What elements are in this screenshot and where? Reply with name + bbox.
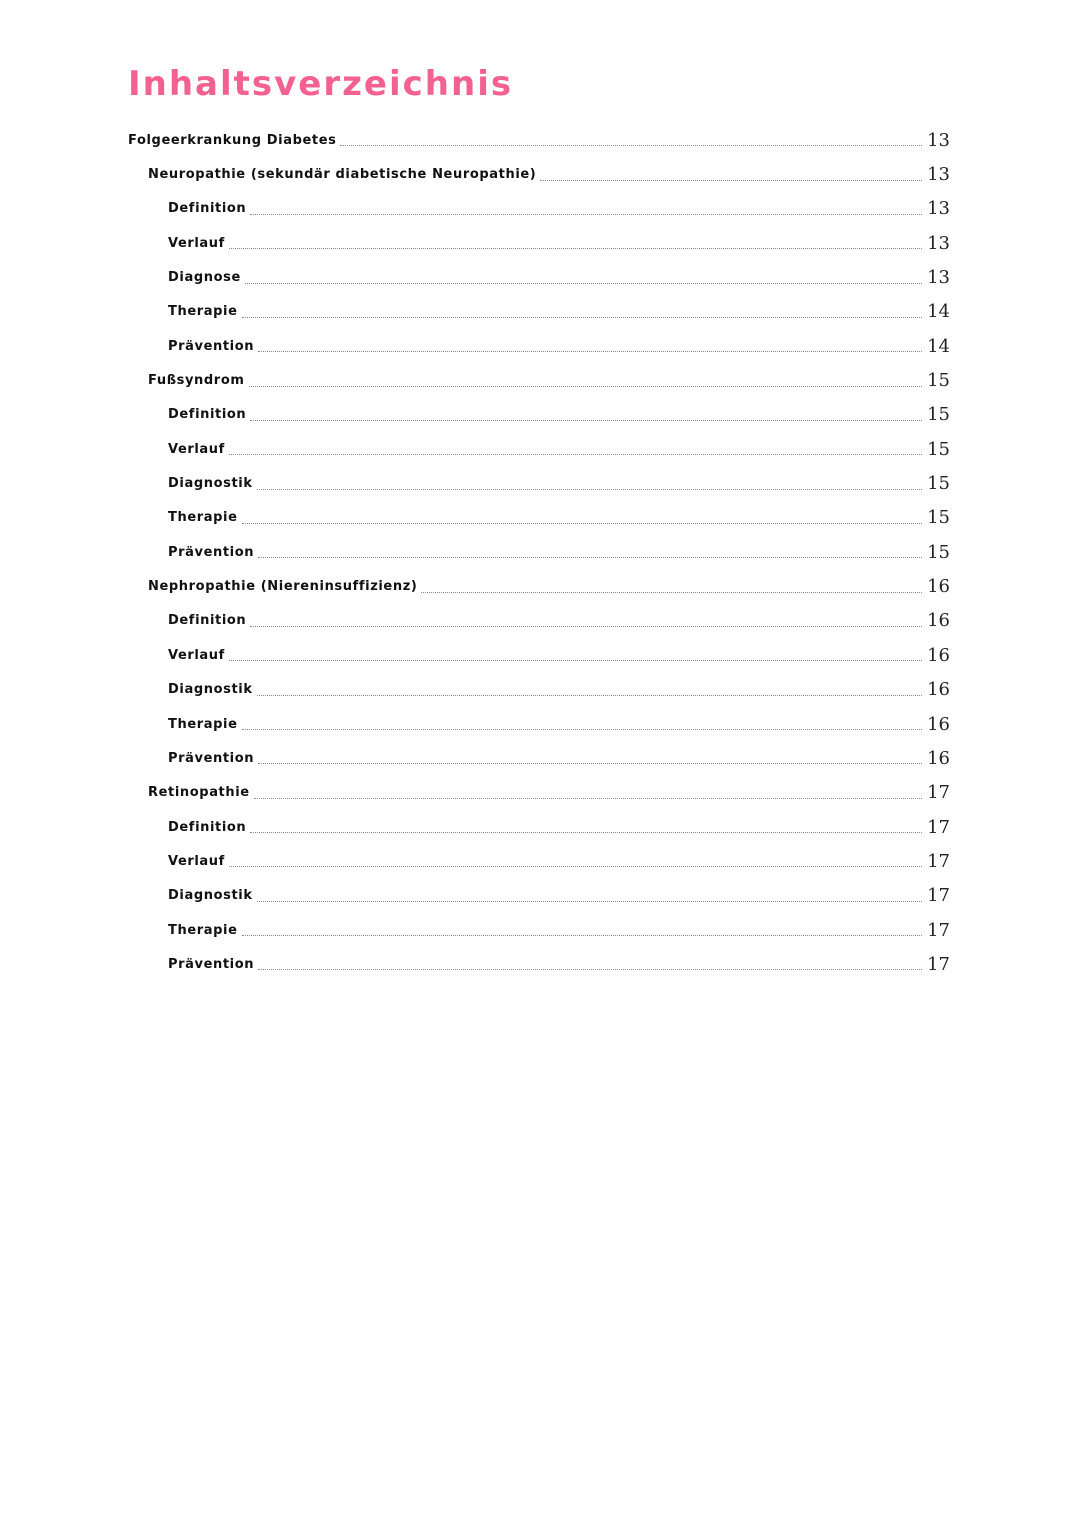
toc-page-number: 16 [927, 713, 950, 735]
toc-page-number: 15 [927, 404, 950, 426]
toc-entry[interactable] [0, 673, 1080, 707]
toc-page-number: 17 [927, 953, 950, 975]
dot-leader [257, 900, 922, 902]
toc-page-number: 15 [927, 473, 950, 495]
toc-entry-label: Definition [168, 201, 247, 217]
toc-entry[interactable] [0, 947, 1080, 981]
toc-entry-label: Diagnostik [168, 682, 253, 698]
toc-entry[interactable] [0, 157, 1080, 191]
toc-entry-label: Definition [168, 407, 247, 423]
dot-leader [421, 591, 922, 593]
dot-leader [250, 625, 922, 627]
toc-entry[interactable] [0, 879, 1080, 913]
toc-page-number: 16 [927, 576, 950, 598]
toc-page-number: 13 [927, 267, 950, 289]
toc-entry-label: Therapie [168, 716, 238, 732]
toc-entry-label: Diagnostik [168, 888, 253, 904]
toc-entry[interactable] [0, 398, 1080, 432]
toc-entry[interactable] [0, 466, 1080, 500]
toc-page-number: 16 [927, 610, 950, 632]
toc-page-number: 15 [927, 507, 950, 529]
dot-leader [340, 144, 922, 146]
toc-entry-label: Prävention [168, 544, 255, 560]
toc-entry-label: Definition [168, 819, 247, 835]
toc-entry[interactable] [0, 329, 1080, 363]
toc-page-number: 17 [927, 816, 950, 838]
toc-page-number: 16 [927, 747, 950, 769]
toc-entry[interactable] [0, 535, 1080, 569]
toc-page-number: 16 [927, 644, 950, 666]
toc-page-number: 17 [927, 782, 950, 804]
dot-leader [250, 213, 922, 215]
toc-entry[interactable] [0, 604, 1080, 638]
toc-page-number: 13 [927, 129, 950, 151]
toc-entry-label: Therapie [168, 922, 238, 938]
table-of-contents [0, 123, 1080, 982]
toc-entry[interactable] [0, 707, 1080, 741]
toc-page-number: 17 [927, 850, 950, 872]
toc-entry-label: Prävention [168, 750, 255, 766]
toc-page-number: 17 [927, 919, 950, 941]
toc-page-number: 14 [927, 301, 950, 323]
toc-page-number: 14 [927, 335, 950, 357]
dot-leader [257, 488, 922, 490]
dot-leader [540, 179, 922, 181]
toc-entry[interactable] [0, 569, 1080, 603]
toc-entry-label: Definition [168, 613, 247, 629]
page-title: Inhaltsverzeichnis [128, 64, 514, 104]
toc-entry-label: Verlauf [168, 853, 225, 869]
dot-leader [249, 385, 923, 387]
dot-leader [250, 831, 922, 833]
toc-entry[interactable] [0, 432, 1080, 466]
toc-entry[interactable] [0, 363, 1080, 397]
dot-leader [258, 556, 922, 558]
dot-leader [242, 316, 922, 318]
dot-leader [250, 419, 922, 421]
toc-entry-label: Fußsyndrom [148, 373, 245, 389]
toc-page-number: 15 [927, 541, 950, 563]
toc-entry[interactable] [0, 260, 1080, 294]
dot-leader [258, 350, 922, 352]
toc-entry-label: Prävention [168, 956, 255, 972]
toc-page-number: 15 [927, 438, 950, 460]
toc-entry[interactable] [0, 192, 1080, 226]
toc-entry[interactable] [0, 123, 1080, 157]
dot-leader [258, 968, 922, 970]
toc-entry[interactable] [0, 226, 1080, 260]
toc-entry[interactable] [0, 638, 1080, 672]
toc-entry-label: Retinopathie [148, 785, 250, 801]
toc-entry-label: Diagnose [168, 270, 241, 286]
toc-entry-label: Verlauf [168, 235, 225, 251]
toc-entry-label: Nephropathie (Niereninsuffizienz) [148, 579, 418, 595]
dot-leader [258, 762, 922, 764]
toc-entry[interactable] [0, 810, 1080, 844]
toc-page-number: 13 [927, 164, 950, 186]
dot-leader [254, 797, 922, 799]
dot-leader [242, 934, 922, 936]
dot-leader [242, 728, 922, 730]
dot-leader [229, 865, 922, 867]
dot-leader [242, 522, 922, 524]
toc-page-number: 13 [927, 232, 950, 254]
toc-entry-label: Verlauf [168, 441, 225, 457]
toc-entry-label: Neuropathie (sekundär diabetische Neuropathie) [148, 167, 537, 183]
toc-page-number: 13 [927, 198, 950, 220]
toc-entry[interactable] [0, 844, 1080, 878]
toc-page-number: 16 [927, 679, 950, 701]
toc-entry-label: Verlauf [168, 647, 225, 663]
dot-leader [229, 453, 922, 455]
dot-leader [229, 659, 922, 661]
dot-leader [229, 247, 922, 249]
toc-entry[interactable] [0, 501, 1080, 535]
toc-entry[interactable] [0, 295, 1080, 329]
toc-entry-label: Diagnostik [168, 476, 253, 492]
toc-entry-label: Folgeerkrankung Diabetes [128, 132, 337, 148]
dot-leader [245, 282, 922, 284]
toc-entry-label: Therapie [168, 510, 238, 526]
toc-entry-label: Therapie [168, 304, 238, 320]
toc-entry[interactable] [0, 741, 1080, 775]
toc-entry[interactable] [0, 913, 1080, 947]
dot-leader [257, 694, 922, 696]
toc-entry[interactable] [0, 776, 1080, 810]
toc-entry-label: Prävention [168, 338, 255, 354]
toc-page-number: 17 [927, 885, 950, 907]
toc-page-number: 15 [927, 370, 950, 392]
